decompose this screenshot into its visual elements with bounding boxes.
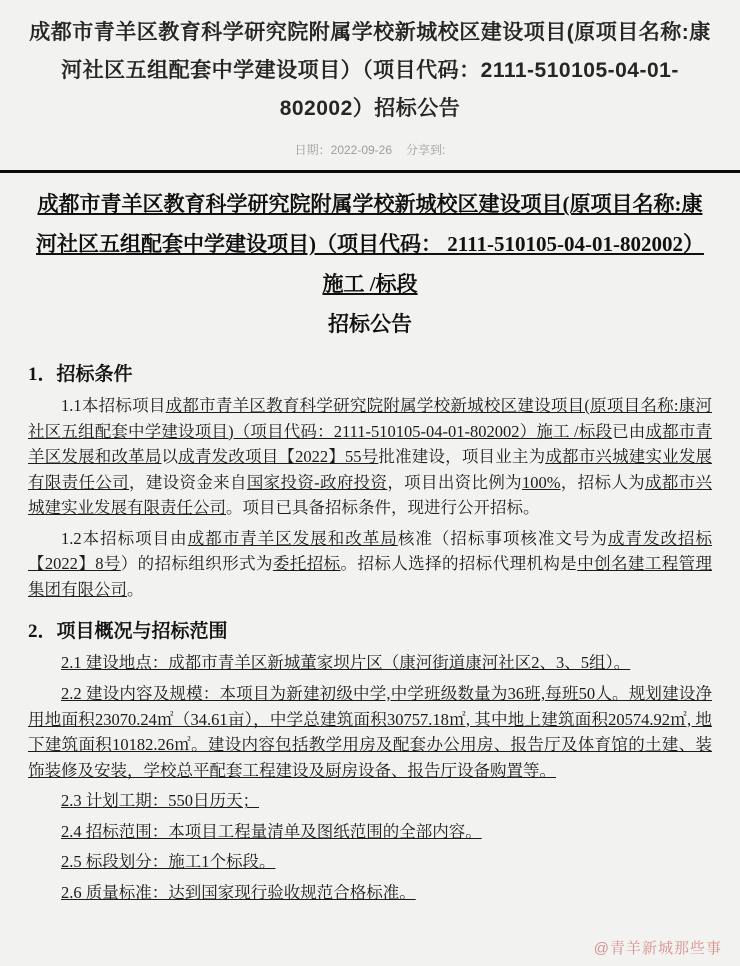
document-title — [28, 185, 712, 345]
paragraph — [28, 788, 712, 814]
text-run: 核准（招标事项核准文号为 — [397, 528, 608, 548]
share-link[interactable]: 分享到: — [406, 143, 446, 158]
text-run: 成青发改招标【2022】8号 — [28, 528, 713, 574]
paragraph — [28, 393, 712, 521]
text-run: 成都市青羊区发展和改革局 — [28, 421, 713, 467]
text-run: ）的招标组织形式为 — [120, 554, 273, 574]
text-run: ，项目出资比例为 — [387, 472, 523, 492]
text-run: 以 — [161, 447, 179, 467]
paragraph — [28, 880, 712, 906]
text-run: 成都市兴城建实业发展有限责任公司 — [28, 472, 713, 518]
paragraph — [28, 526, 712, 603]
text-run: 委托招标 — [272, 554, 341, 574]
paragraph — [28, 849, 712, 875]
text-run: 1.2本招标项目由 — [61, 528, 188, 548]
text-run: 国家投资-政府投资 — [246, 472, 388, 492]
date-value: 2022-09-26 — [330, 143, 393, 158]
meta-line — [26, 141, 714, 158]
section-heading: 1．招标条件 — [28, 363, 133, 385]
paragraph — [28, 819, 712, 845]
text-run: 2.6 质量标准：达到国家现行验收规范合格标准。 — [61, 882, 416, 902]
text-run: 批准建设，项目业主为 — [378, 447, 546, 467]
text-run: 2.5 标段划分：施工1个标段。 — [61, 852, 276, 872]
watermark: @青羊新城那些事 — [593, 940, 722, 957]
text-run: 2.2 建设内容及规模：本项目为新建初级中学,中学班级数量为36班,每班50人。规划建设净用地面积23070.24㎡（34.61亩），中学总建筑面积30757.18㎡, 其中地上建筑面积20574.92㎡, 地下建筑面积10182.26㎡。建设内容包括教学用房及配套办公用房、报告厅及体育馆的土建、装饰装修及安装，学校总平配套工程建设及厨房设备、报告厅设备购置等。 — [28, 684, 712, 780]
paragraph — [28, 650, 712, 676]
text-run: ，建设资金来自 — [129, 472, 247, 492]
text-run: 2.1 建设地点：成都市青羊区新城董家坝片区（康河街道康河社区2、3、5组）。 — [61, 653, 631, 673]
text-run: 成都市青羊区发展和改革局 — [187, 528, 398, 548]
text-run: 。项目已具备招标条件，现进行公开招标。 — [226, 498, 540, 518]
text-run: 成都市青羊区教育科学研究院附属学校新城校区建设项目(原项目名称:康河社区五组配套中学建设项目)（项目代码：2111-510105-04-01-802002）施工 /标段 — [28, 395, 712, 441]
text-run: 。招标人选择的招标代理机构是 — [340, 554, 578, 574]
document-title-main: 成都市青羊区教育科学研究院附属学校新城校区建设项目(原项目名称:康河社区五组配套中学建设项目)（项目代码： 2111-510105-04-01-802002） 施工 /标段 — [36, 192, 704, 297]
text-run: ，招标人为 — [560, 472, 646, 492]
text-run: 成青发改项目【2022】55号 — [178, 447, 379, 467]
document-title-suffix: 招标公告 — [328, 312, 412, 337]
document-body — [28, 359, 712, 906]
document — [0, 173, 740, 905]
section-heading: 2．项目概况与招标范围 — [28, 621, 228, 643]
page-title: 成都市青羊区教育科学研究院附属学校新城校区建设项目(原项目名称:康河社区五组配套中学建设项目）（项目代码：2111-510105-04-01-802002）招标公告 — [29, 21, 711, 120]
paragraph — [28, 681, 712, 783]
page-header — [0, 0, 740, 158]
text-run: 中创名建工程管理集团有限公司 — [28, 554, 713, 599]
date-label: 日期： — [294, 143, 331, 158]
text-run: 。 — [127, 579, 144, 599]
text-run: 成都市兴城建实业发展有限责任公司 — [28, 447, 713, 492]
text-run: 1.1本招标项目 — [61, 395, 166, 415]
text-run: 已由 — [612, 421, 646, 441]
text-run: 100% — [522, 472, 561, 492]
text-run: 2.3 计划工期：550日历天； — [61, 791, 259, 811]
text-run: 2.4 招标范围：本项目工程量清单及图纸范围的全部内容。 — [61, 821, 482, 841]
